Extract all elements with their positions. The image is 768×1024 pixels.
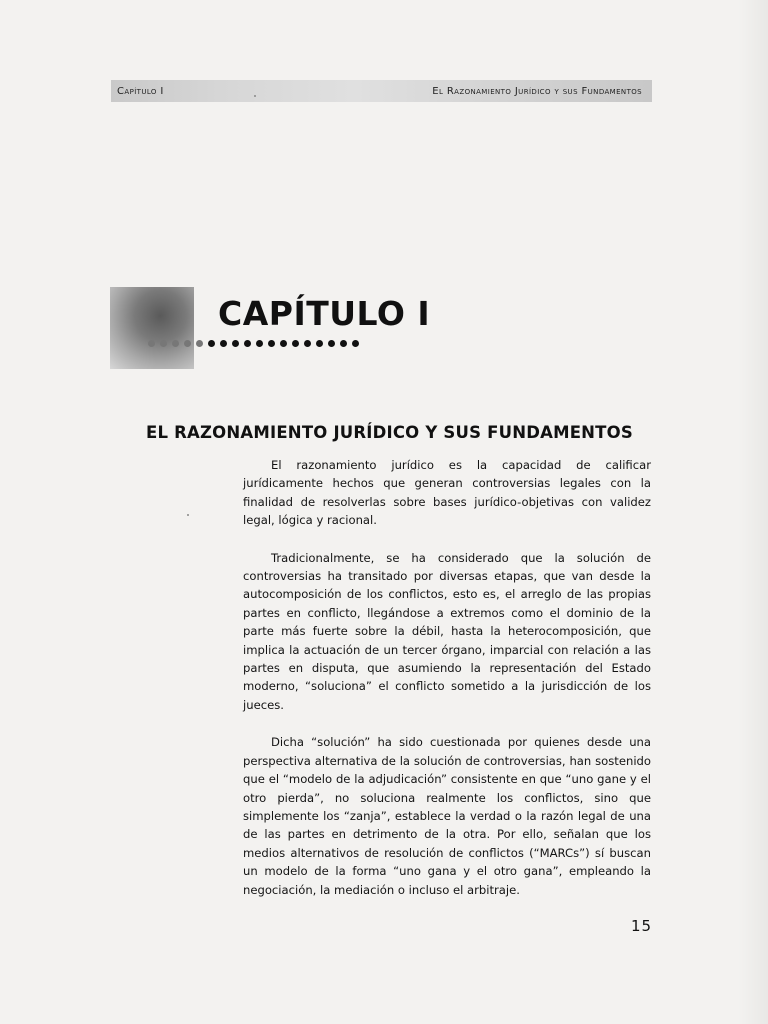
paragraph: Dicha “solución” ha sido cuestionada por quienes desde una perspectiva alternativa de la solución de controversias, han sostenido que el “modelo de la adjudicación” consistente en que “uno gane y el otro pierda”, no soluciona realmente los conflictos, sino que simplemente los “zanja”, establece la verdad o la razón legal de una de las partes en detrimento de la otra. Por ello, señalan que los medios alternativos de resolución de conflictos (“MARCs”) sí buscan un modelo de la forma “uno gana y el otro gana”, empleando la negociación, la mediación o incluso el arbitraje. — [243, 735, 651, 897]
running-header-chapter: Capítulo I — [117, 85, 164, 97]
running-header-title: El Razonamiento Jurídico y sus Fundamentos — [432, 85, 642, 97]
scan-speck — [254, 95, 256, 97]
paragraph: El razonamiento jurídico es la capacidad de calificar jurídicamente hechos que generan controversias legales con la finalidad de resolverlas sobre bases jurídico-objetivas con validez legal, lógica y racional. — [243, 458, 651, 528]
page-number: 15 — [631, 917, 653, 935]
chapter-title: CAPÍTULO I — [218, 294, 431, 333]
section-heading: EL RAZONAMIENTO JURÍDICO Y SUS FUNDAMENTOS — [146, 423, 633, 442]
chapter-shade-block — [110, 287, 194, 369]
scan-speck — [187, 514, 189, 516]
chapter-dot-rule — [148, 340, 359, 347]
paragraph: Tradicionalmente, se ha considerado que la solución de controversias ha transitado por diversas etapas, que van desde la autocomposición de los conflictos, esto es, el arreglo de las propias partes en conflicto, llegándose a extremos como el dominio de la parte más fuerte sobre la débil, hasta la heterocomposición, que implica la actuación de un tercer órgano, imparcial con relación a las partes en disputa, que asumiendo la representación del Estado moderno, “soluciona” el conflicto sometido a la jurisdicción de los jueces. — [243, 550, 651, 712]
body-text — [243, 456, 651, 918]
running-header — [111, 80, 652, 102]
